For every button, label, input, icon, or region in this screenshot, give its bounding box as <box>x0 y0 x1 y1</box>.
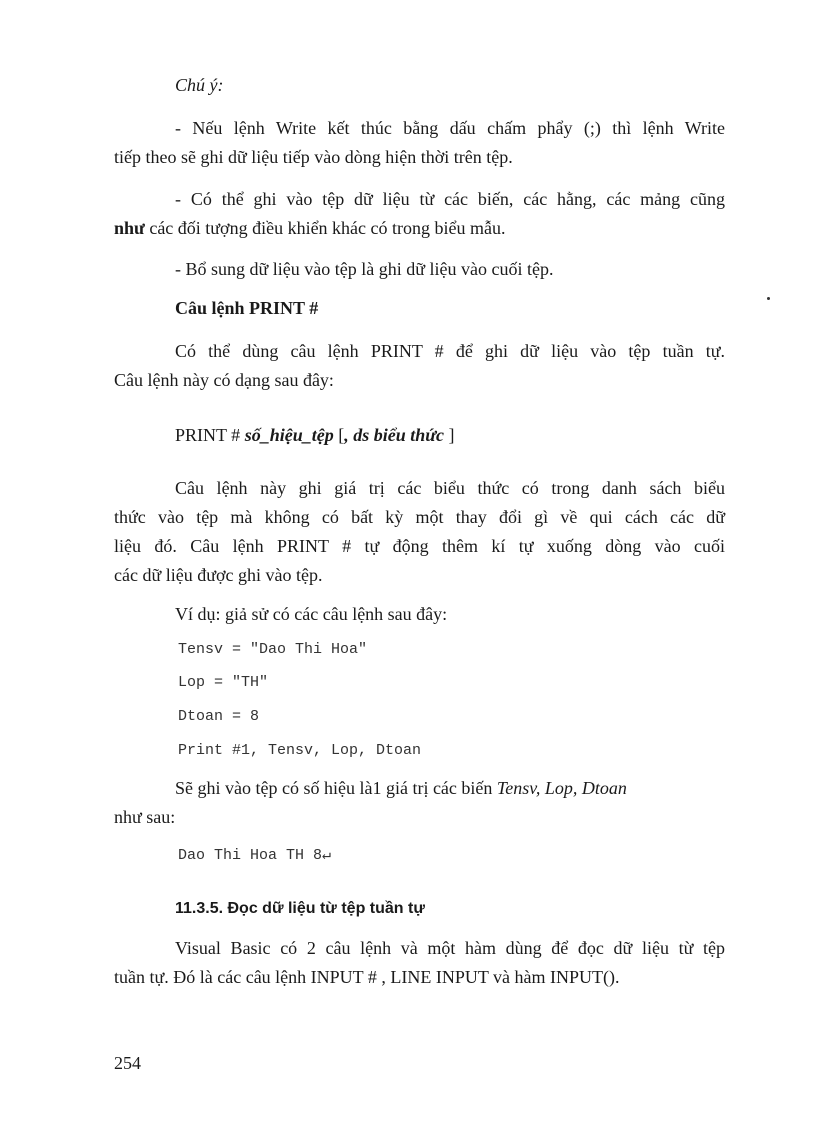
print-description-line-3: liệu đó. Câu lệnh PRINT # tự động thêm kí tự xuống dòng vào cuối <box>114 536 725 556</box>
syntax-bracket-close: ] <box>444 425 455 445</box>
read-section-line-1: Visual Basic có 2 câu lệnh và một hàm dùng để đọc dữ liệu từ tệp <box>175 938 725 958</box>
syntax-expression-list: , ds biểu thức <box>344 425 444 445</box>
code-line: Tensv = "Dao Thi Hoa" <box>178 641 368 658</box>
print-description-line-1: Câu lệnh này ghi giá trị các biểu thức có trong danh sách biểu <box>175 478 725 498</box>
print-description-line-2: thức vào tệp mà không có bất kỳ một thay đổi gì về qui cách các dữ <box>114 507 725 527</box>
note-bold-word: như <box>114 218 145 238</box>
stray-dot <box>767 297 770 300</box>
syntax-keyword: PRINT # <box>175 425 245 445</box>
code-line: Print #1, Tensv, Lop, Dtoan <box>178 742 422 759</box>
note-paragraph-1-line-2: tiếp theo sẽ ghi dữ liệu tiếp vào dòng hiện thời trên tệp. <box>114 147 513 167</box>
print-syntax <box>175 424 455 446</box>
print-description-line-4: các dữ liệu được ghi vào tệp. <box>114 565 323 585</box>
note-title: Chú ý: <box>175 75 224 95</box>
result-line-1 <box>175 777 627 799</box>
example-intro: Ví dụ: giả sử có các câu lệnh sau đây: <box>175 604 448 624</box>
output-line: Dao Thi Hoa TH 8↵ <box>178 847 332 864</box>
note-paragraph-2-line-2 <box>114 217 506 239</box>
note-paragraph-2-rest: các đối tượng điều khiển khác có trong biểu mẫu. <box>144 218 506 238</box>
print-intro-line-2: Câu lệnh này có dạng sau đây: <box>114 370 334 390</box>
note-paragraph-3: - Bổ sung dữ liệu vào tệp là ghi dữ liệu vào cuối tệp. <box>175 259 554 279</box>
result-prefix: Sẽ ghi vào tệp có số hiệu là1 giá trị các biến <box>175 778 497 798</box>
code-line: Dtoan = 8 <box>178 708 260 725</box>
note-paragraph-2-line-1: - Có thể ghi vào tệp dữ liệu từ các biến, các hằng, các mảng cũng <box>175 189 725 209</box>
result-variables: Tensv, Lop, Dtoan <box>496 778 627 798</box>
note-paragraph-1-line-1: - Nếu lệnh Write kết thúc bằng dấu chấm phẩy (;) thì lệnh Write <box>175 118 725 138</box>
print-intro-line-1: Có thể dùng câu lệnh PRINT # để ghi dữ liệu vào tệp tuần tự. <box>175 341 725 361</box>
syntax-file-number: số_hiệu_tệp <box>244 425 334 445</box>
code-line: Lop = "TH" <box>178 674 269 691</box>
print-section-heading: Câu lệnh PRINT # <box>175 298 319 318</box>
page-number: 254 <box>114 1053 141 1073</box>
read-section-heading: 11.3.5. Đọc dữ liệu từ tệp tuần tự <box>175 900 425 917</box>
read-section-line-2: tuần tự. Đó là các câu lệnh INPUT # , LINE INPUT và hàm INPUT(). <box>114 967 620 987</box>
syntax-bracket-open: [ <box>333 425 345 445</box>
result-line-2: như sau: <box>114 807 176 827</box>
